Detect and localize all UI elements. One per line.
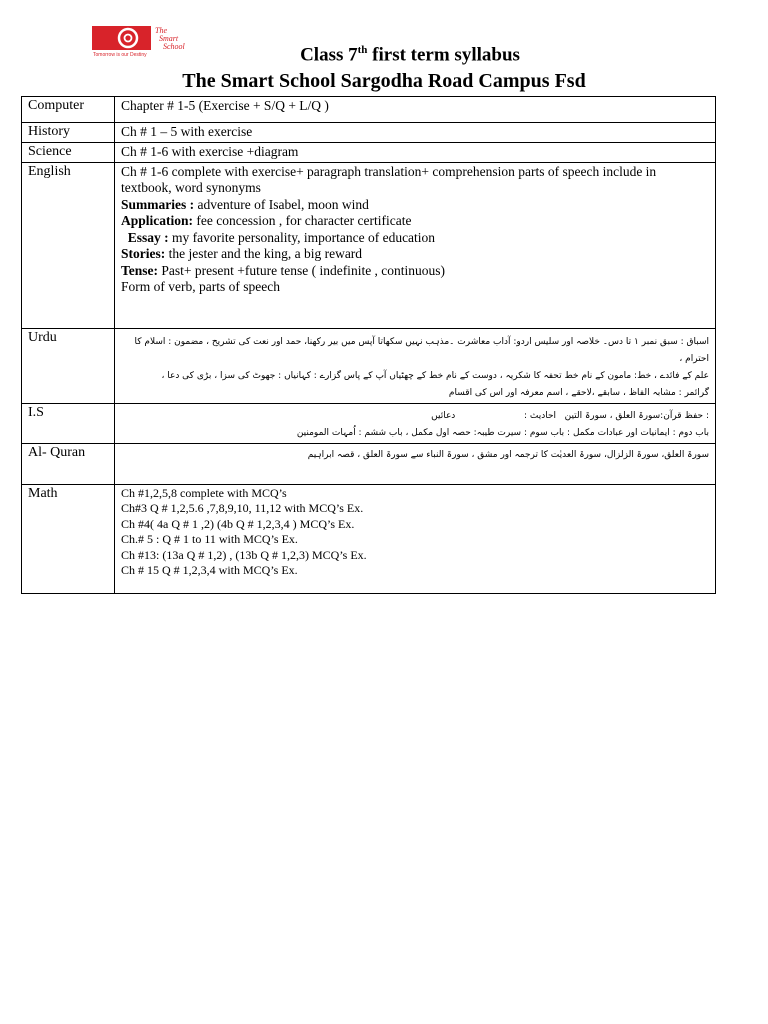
table-row-quran <box>22 443 716 484</box>
subject-science: Science <box>22 142 115 162</box>
english-essay-text: my favorite personality, importance of education <box>168 229 436 245</box>
title-rest: first term syllabus <box>367 44 520 66</box>
subject-quran: Al- Quran <box>22 443 115 484</box>
content-history: Ch # 1 – 5 with exercise <box>115 123 716 143</box>
english-essay-label: Essay : <box>121 229 169 245</box>
logo-text-bot: School <box>163 42 185 51</box>
urdu-line-3: گرائمر : مشابہ الفاظ ، سابقے ،لاحقے ، اسم معرفہ اور اس کی اقسام <box>448 387 709 398</box>
page-subtitle: The Smart School Sargodha Road Campus Fsd <box>182 70 586 92</box>
english-tense-text: Past+ present +future tense ( indefinite , continuous) <box>158 262 446 278</box>
content-is <box>115 403 716 443</box>
table-row-urdu <box>22 328 716 403</box>
english-summaries <box>121 197 709 214</box>
subject-urdu: Urdu <box>22 328 115 403</box>
english-line-last: Form of verb, parts of speech <box>121 279 280 294</box>
subject-history: History <box>22 123 115 143</box>
content-science: Ch # 1-6 with exercise +diagram <box>115 142 716 162</box>
english-stories-text: the jester and the king, a big reward <box>165 246 363 261</box>
content-math <box>115 484 716 593</box>
title-superscript: th <box>357 44 368 56</box>
english-application <box>121 213 709 230</box>
english-essay <box>121 230 709 247</box>
english-summaries-label: Summaries : <box>121 196 195 212</box>
subject-computer: Computer <box>22 97 115 123</box>
is-line-1: : حفظ قرآن:سورۃ العلق ، سورۃ التین احادیث : دعائیں <box>431 410 709 421</box>
syllabus-table <box>21 96 716 594</box>
math-line-6: Ch # 15 Q # 1,2,3,4 with MCQ’s Ex. <box>121 563 298 577</box>
content-computer: Chapter # 1-5 (Exercise + S/Q + L/Q ) <box>115 97 716 123</box>
table-row-computer <box>22 97 716 123</box>
english-application-label: Application: <box>121 213 194 228</box>
table-row-english <box>22 162 716 328</box>
math-line-3: Ch #4( 4a Q # 1 ,2) (4b Q # 1,2,3,4 ) MCQ’s Ex. <box>121 516 355 531</box>
english-tense <box>121 263 709 280</box>
english-line-main: Ch # 1-6 complete with exercise+ paragraph translation+ comprehension parts of speech include in textbook, word synonyms <box>121 163 657 195</box>
math-line-5: Ch #13: (13a Q # 1,2) , (13b Q # 1,2,3) MCQ’s Ex. <box>121 547 367 562</box>
table-row-math <box>22 484 716 593</box>
logo-text-top: The <box>155 26 167 35</box>
content-english <box>115 162 716 328</box>
math-line-1: Ch #1,2,5,8 complete with MCQ’s <box>121 485 287 500</box>
subject-math: Math <box>22 484 115 593</box>
logo-text-mid: Smart <box>159 34 179 43</box>
subject-is: I.S <box>22 403 115 443</box>
english-stories-label: Stories: <box>121 246 166 261</box>
urdu-line-2: علم کے فائدے ، خط: مامون کے نام خط تحفہ کا شکریہ ، دوست کے نام خط کے چھٹیاں آپ کے پاس گزارے : کہانیاں : جھوٹ کی سزا ، بڑی کی دعا ، <box>161 370 709 381</box>
content-urdu <box>115 328 716 403</box>
english-summaries-text: adventure of Isabel, moon wind <box>194 196 369 212</box>
table-row-history <box>22 123 716 143</box>
page-title <box>0 44 768 66</box>
is-line-2: باب دوم : ایمانیات اور عبادات مکمل : باب سوم : سیرت طیبہ: حصہ اول مکمل ، باب ششم : اُمہات المومنین <box>296 427 709 438</box>
math-line-4: Ch.# 5 : Q # 1 to 11 with MCQ’s Ex. <box>121 532 298 546</box>
table-row-science <box>22 142 716 162</box>
math-line-2: Ch#3 Q # 1,2,5.6 ,7,8,9,10, 11,12 with MCQ’s Ex. <box>121 501 364 515</box>
english-application-text: fee concession , for character certificate <box>193 213 412 228</box>
urdu-line-1: اسباق : سبق نمبر ۱ تا دس۔ خلاصہ اور سلیس اردو: آداب معاشرت ۔مذہب نہیں سکھاتا آپس میں بیر رکھنا، حمد اور نعت کی تشریح ، مضمون : اسلام کا احترام ، <box>134 336 709 364</box>
table-row-is <box>22 403 716 443</box>
english-stories <box>121 246 709 263</box>
subject-english: English <box>22 162 115 328</box>
content-quran: سورۃ العلق، سورۃ الزلزال، سورۃ العدیٰت کا ترجمہ اور مشق ، سورۃ النباء سے سورۃ العلق ، قصہ ابراہیم <box>115 443 716 484</box>
english-tense-label: Tense: <box>121 262 159 278</box>
logo-tagline: Tomorrow is our Destiny <box>93 52 147 57</box>
title-main: Class 7 <box>300 44 358 66</box>
